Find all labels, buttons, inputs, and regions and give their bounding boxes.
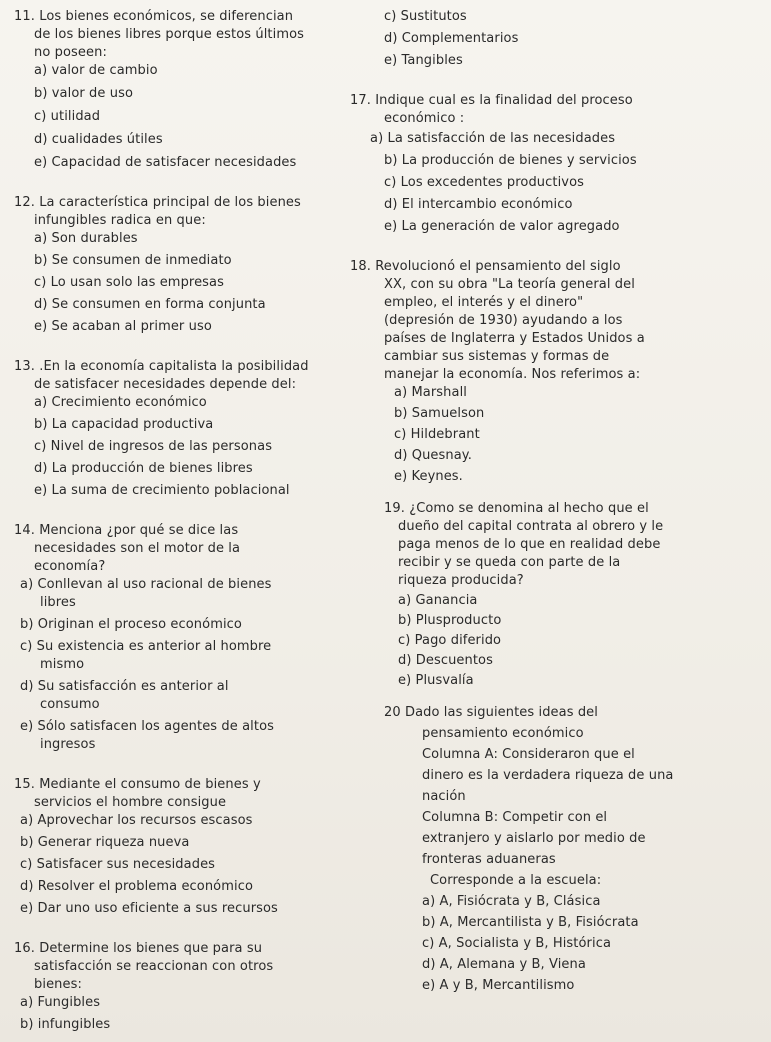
option-a[interactable]: a) Aprovechar los recursos escasos — [20, 813, 253, 828]
question-19 — [384, 500, 756, 690]
question-stem: nación — [422, 789, 466, 804]
option-a[interactable]: a) La satisfacción de las necesidades — [370, 131, 616, 146]
option-a[interactable]: a) Marshall — [394, 385, 467, 400]
question-stem: infungibles radica en que: — [34, 213, 206, 228]
question-stem: necesidades son el motor de la — [34, 541, 241, 556]
option-d[interactable]: d) Resolver el problema económico — [20, 879, 254, 894]
question-stem: XX, con su obra "La teoría general del — [384, 277, 635, 292]
question-13 — [14, 358, 366, 500]
option-e[interactable]: e) Tangibles — [384, 53, 463, 68]
option-c[interactable]: c) Lo usan solo las empresas — [34, 275, 224, 290]
option-d[interactable]: d) A, Alemana y B, Viena — [422, 957, 586, 972]
option-b[interactable]: b) Samuelson — [394, 406, 485, 421]
option-c[interactable]: c) Su existencia es anterior al hombre — [20, 639, 272, 654]
question-stem: 13. .En la economía capitalista la posibilidad — [14, 359, 309, 374]
question-stem: fronteras aduaneras — [422, 852, 556, 867]
question-stem: paga menos de lo que en realidad debe — [398, 537, 661, 552]
option-e[interactable]: e) La generación de valor agregado — [384, 219, 620, 234]
option-d[interactable]: d) Su satisfacción es anterior al — [20, 679, 229, 694]
option-e-cont: ingresos — [40, 737, 96, 752]
option-a-cont: libres — [40, 595, 76, 610]
question-stem: pensamiento económico — [422, 726, 584, 741]
option-b[interactable]: b) A, Mercantilista y B, Fisiócrata — [422, 915, 639, 930]
option-b[interactable]: b) valor de uso — [34, 86, 134, 101]
question-stem: 12. La característica principal de los bienes — [14, 195, 301, 210]
option-d[interactable]: d) Se consumen en forma conjunta — [34, 297, 266, 312]
question-stem: satisfacción se reaccionan con otros — [34, 959, 274, 974]
question-stem: países de Inglaterra y Estados Unidos a — [384, 331, 645, 346]
option-a[interactable]: a) Crecimiento económico — [34, 395, 207, 410]
option-b[interactable]: b) Originan el proceso económico — [20, 617, 242, 632]
question-18 — [350, 258, 756, 486]
option-e[interactable]: e) La suma de crecimiento poblacional — [34, 483, 290, 498]
option-a[interactable]: a) Conllevan al uso racional de bienes — [20, 577, 272, 592]
option-b[interactable]: b) Se consumen de inmediato — [34, 253, 232, 268]
question-stem: 15. Mediante el consumo de bienes y — [14, 777, 261, 792]
option-d[interactable]: d) El intercambio económico — [384, 197, 573, 212]
option-a[interactable]: a) Son durables — [34, 231, 138, 246]
option-b[interactable]: b) La capacidad productiva — [34, 417, 214, 432]
option-c[interactable]: c) A, Socialista y B, Histórica — [422, 936, 612, 951]
question-16-continued — [384, 8, 756, 70]
option-b[interactable]: b) Generar riqueza nueva — [20, 835, 190, 850]
option-d[interactable]: d) Quesnay. — [394, 448, 472, 463]
option-a[interactable]: a) valor de cambio — [34, 63, 158, 78]
question-20 — [384, 704, 756, 995]
column-a-label: Columna A: Consideraron que el — [422, 747, 635, 762]
option-c[interactable]: c) Sustitutos — [384, 9, 467, 24]
question-stem: 16. Determine los bienes que para su — [14, 941, 263, 956]
question-stem: empleo, el interés y el dinero" — [384, 295, 584, 310]
question-stem: 20 Dado las siguientes ideas del — [384, 705, 598, 720]
question-stem: de satisfacer necesidades depende del: — [34, 377, 297, 392]
option-a[interactable]: a) Ganancia — [398, 593, 478, 608]
option-e[interactable]: e) Dar uno uso eficiente a sus recursos — [20, 901, 278, 916]
question-stem: dinero es la verdadera riqueza de una — [422, 768, 674, 783]
question-stem: economía? — [34, 559, 106, 574]
question-stem: bienes: — [34, 977, 82, 992]
question-12 — [14, 194, 366, 336]
option-d[interactable]: d) La producción de bienes libres — [34, 461, 253, 476]
option-c[interactable]: c) Nivel de ingresos de las personas — [34, 439, 273, 454]
question-stem: de los bienes libres porque estos últimos — [34, 27, 305, 42]
option-a[interactable]: a) A, Fisiócrata y B, Clásica — [422, 894, 601, 909]
question-stem: manejar la economía. Nos referimos a: — [384, 367, 641, 382]
option-d[interactable]: d) Complementarios — [384, 31, 519, 46]
question-stem: extranjero y aislarlo por medio de — [422, 831, 646, 846]
option-c-cont: mismo — [40, 657, 85, 672]
question-14 — [14, 522, 366, 754]
question-16 — [14, 940, 366, 1034]
question-stem: cambiar sus sistemas y formas de — [384, 349, 610, 364]
question-stem: servicios el hombre consigue — [34, 795, 227, 810]
option-e[interactable]: e) A y B, Mercantilismo — [422, 978, 575, 993]
question-stem: dueño del capital contrata al obrero y le — [398, 519, 664, 534]
column-b-label: Columna B: Competir con el — [422, 810, 608, 825]
option-b[interactable]: b) La producción de bienes y servicios — [384, 153, 637, 168]
question-stem: 17. Indique cual es la finalidad del proceso — [350, 93, 633, 108]
question-stem: 11. Los bienes económicos, se diferencian — [14, 9, 294, 24]
option-a[interactable]: a) Fungibles — [20, 995, 101, 1010]
option-b[interactable]: b) infungibles — [20, 1017, 111, 1032]
question-stem: económico : — [384, 111, 465, 126]
question-15 — [14, 776, 366, 918]
option-c[interactable]: c) utilidad — [34, 109, 101, 124]
question-stem: riqueza producida? — [398, 573, 524, 588]
option-e[interactable]: e) Se acaban al primer uso — [34, 319, 212, 334]
question-stem: recibir y se queda con parte de la — [398, 555, 621, 570]
option-c[interactable]: c) Pago diferido — [398, 633, 502, 648]
question-stem: Corresponde a la escuela: — [430, 873, 602, 888]
question-17 — [350, 92, 756, 236]
option-d-cont: consumo — [40, 697, 100, 712]
option-c[interactable]: c) Satisfacer sus necesidades — [20, 857, 216, 872]
question-stem: 14. Menciona ¿por qué se dice las — [14, 523, 239, 538]
option-d[interactable]: d) Descuentos — [398, 653, 493, 668]
option-d[interactable]: d) cualidades útiles — [34, 132, 163, 147]
right-column — [350, 8, 756, 995]
question-11 — [14, 8, 366, 172]
left-column — [14, 8, 366, 1034]
option-e[interactable]: e) Sólo satisfacen los agentes de altos — [20, 719, 274, 734]
option-e[interactable]: e) Keynes. — [394, 469, 463, 484]
question-stem: no poseen: — [34, 45, 107, 60]
question-stem: 19. ¿Como se denomina al hecho que el — [384, 501, 649, 516]
option-e[interactable]: e) Plusvalía — [398, 673, 474, 688]
question-stem: 18. Revolucionó el pensamiento del siglo — [350, 259, 621, 274]
option-c[interactable]: c) Hildebrant — [394, 427, 480, 442]
question-stem: (depresión de 1930) ayudando a los — [384, 313, 623, 328]
option-c[interactable]: c) Los excedentes productivos — [384, 175, 585, 190]
option-b[interactable]: b) Plusproducto — [398, 613, 502, 628]
option-e[interactable]: e) Capacidad de satisfacer necesidades — [34, 155, 297, 170]
